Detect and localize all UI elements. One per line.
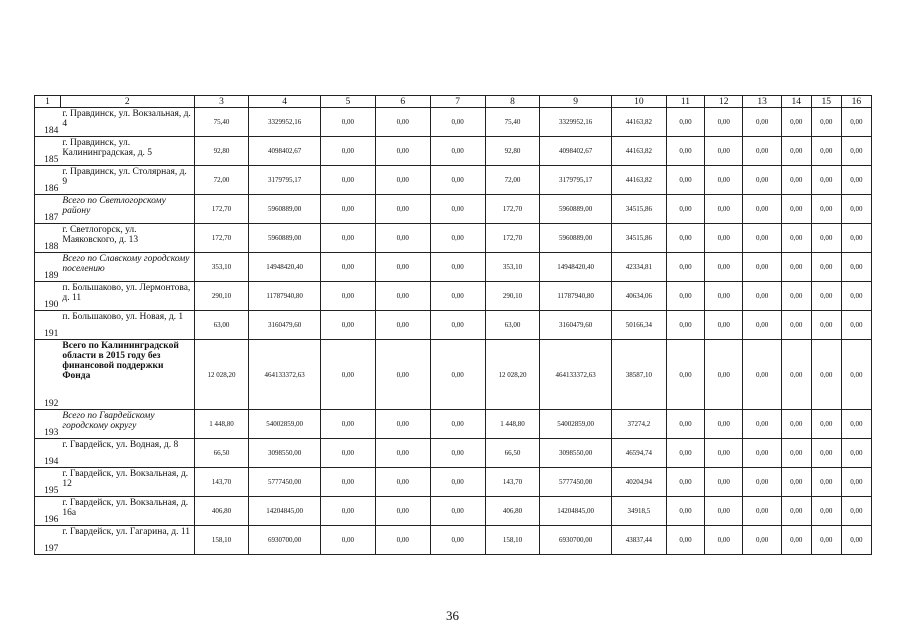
table-cell: 0,00 [841, 468, 871, 497]
table-cell: 0,00 [375, 410, 430, 439]
table-cell: 37274,2 [611, 410, 666, 439]
header-cell: 15 [811, 96, 841, 108]
table-cell: 172,70 [485, 224, 540, 253]
table-cell: 1 448,80 [194, 410, 249, 439]
table-header-row [35, 96, 872, 108]
table-cell: 0,00 [705, 526, 743, 555]
table-cell: 0,00 [705, 166, 743, 195]
table-cell: 75,40 [485, 108, 540, 137]
header-cell: 5 [320, 96, 375, 108]
table-cell: 0,00 [666, 439, 704, 468]
row-number: 191 [35, 311, 61, 340]
row-name: Всего по Светлогорскому району [60, 195, 194, 224]
table-cell: 0,00 [375, 137, 430, 166]
table-cell: 63,00 [485, 311, 540, 340]
table-cell: 0,00 [781, 195, 811, 224]
table-cell: 0,00 [705, 468, 743, 497]
table-cell: 0,00 [320, 166, 375, 195]
table-cell: 0,00 [705, 311, 743, 340]
table-cell: 3098550,00 [540, 439, 611, 468]
row-name: Всего по Калининградской области в 2015 году без финансовой поддержки Фонда [60, 340, 194, 410]
table-cell: 5960889,00 [249, 224, 320, 253]
table-cell: 0,00 [811, 439, 841, 468]
table-cell: 0,00 [743, 340, 781, 410]
table-cell: 0,00 [811, 253, 841, 282]
table-row [35, 253, 872, 282]
table-cell: 0,00 [320, 253, 375, 282]
table-row [35, 340, 872, 410]
table-cell: 0,00 [666, 195, 704, 224]
table-cell: 0,00 [666, 137, 704, 166]
table-cell: 0,00 [320, 468, 375, 497]
table-cell: 143,70 [194, 468, 249, 497]
table-cell: 0,00 [430, 195, 485, 224]
table-cell: 0,00 [811, 340, 841, 410]
table-cell: 0,00 [781, 137, 811, 166]
row-name: г. Гвардейск, ул. Гагарина, д. 11 [60, 526, 194, 555]
table-cell: 172,70 [485, 195, 540, 224]
table-cell: 12 028,20 [485, 340, 540, 410]
table-cell: 0,00 [811, 137, 841, 166]
table-cell: 11787940,80 [249, 282, 320, 311]
table-cell: 54002859,00 [249, 410, 320, 439]
table-cell: 0,00 [666, 497, 704, 526]
table-cell: 0,00 [781, 340, 811, 410]
table-cell: 406,80 [194, 497, 249, 526]
table-cell: 0,00 [705, 410, 743, 439]
table-cell: 54002859,00 [540, 410, 611, 439]
table-cell: 0,00 [781, 410, 811, 439]
table-cell: 0,00 [430, 340, 485, 410]
table-cell: 0,00 [430, 468, 485, 497]
row-number: 188 [35, 224, 61, 253]
table-cell: 0,00 [781, 526, 811, 555]
table-cell: 38587,10 [611, 340, 666, 410]
table-cell: 0,00 [841, 311, 871, 340]
row-name: г. Правдинск, ул. Столярная, д. 9 [60, 166, 194, 195]
table-cell: 0,00 [781, 108, 811, 137]
table-cell: 0,00 [666, 166, 704, 195]
table-cell: 40204,94 [611, 468, 666, 497]
table-cell: 0,00 [705, 282, 743, 311]
table-cell: 0,00 [375, 526, 430, 555]
header-cell: 16 [841, 96, 871, 108]
table-cell: 0,00 [430, 166, 485, 195]
table-cell: 0,00 [320, 282, 375, 311]
row-name: г. Гвардейск, ул. Водная, д. 8 [60, 439, 194, 468]
row-number: 185 [35, 137, 61, 166]
table-cell: 0,00 [430, 224, 485, 253]
header-cell: 3 [194, 96, 249, 108]
table-cell: 0,00 [666, 526, 704, 555]
table-cell: 0,00 [375, 439, 430, 468]
table-cell: 50166,34 [611, 311, 666, 340]
table-cell: 0,00 [666, 311, 704, 340]
table-cell: 72,00 [194, 166, 249, 195]
table-cell: 0,00 [430, 526, 485, 555]
table-cell: 6930700,00 [249, 526, 320, 555]
table-cell: 0,00 [811, 410, 841, 439]
table-cell: 0,00 [375, 311, 430, 340]
table-cell: 0,00 [705, 253, 743, 282]
table-cell: 42334,81 [611, 253, 666, 282]
table-row [35, 195, 872, 224]
table-cell: 143,70 [485, 468, 540, 497]
table-cell: 158,10 [194, 526, 249, 555]
table-row [35, 108, 872, 137]
row-name: г. Гвардейск, ул. Вокзальная, д. 16а [60, 497, 194, 526]
row-name: г. Правдинск, ул. Калининградская, д. 5 [60, 137, 194, 166]
row-number: 189 [35, 253, 61, 282]
table-cell: 0,00 [841, 224, 871, 253]
table-cell: 0,00 [666, 340, 704, 410]
table-cell: 0,00 [375, 224, 430, 253]
table-cell: 0,00 [705, 108, 743, 137]
table-cell: 0,00 [375, 340, 430, 410]
table-cell: 0,00 [811, 108, 841, 137]
table-cell: 44163,82 [611, 108, 666, 137]
table-cell: 0,00 [743, 439, 781, 468]
table-cell: 0,00 [743, 224, 781, 253]
table-cell: 34918,5 [611, 497, 666, 526]
header-cell: 1 [35, 96, 61, 108]
data-table [34, 95, 872, 555]
table-row [35, 224, 872, 253]
table-cell: 0,00 [705, 497, 743, 526]
table-cell: 0,00 [743, 195, 781, 224]
page-number: 36 [446, 608, 459, 623]
table-cell: 4098402,67 [249, 137, 320, 166]
table-cell: 0,00 [841, 497, 871, 526]
table-cell: 66,50 [194, 439, 249, 468]
table-cell: 0,00 [375, 497, 430, 526]
table-cell: 63,00 [194, 311, 249, 340]
table-cell: 0,00 [811, 166, 841, 195]
header-cell: 14 [781, 96, 811, 108]
table-cell: 12 028,20 [194, 340, 249, 410]
table-cell: 0,00 [375, 282, 430, 311]
table-cell: 0,00 [743, 253, 781, 282]
table-cell: 353,10 [194, 253, 249, 282]
table-cell: 0,00 [743, 166, 781, 195]
row-name: Всего по Славскому городскому поселению [60, 253, 194, 282]
table-cell: 0,00 [666, 282, 704, 311]
table-cell: 0,00 [320, 108, 375, 137]
table-row [35, 137, 872, 166]
row-name: г. Правдинск, ул. Вокзальная, д. 4 [60, 108, 194, 137]
table-cell: 34515,86 [611, 195, 666, 224]
row-name: г. Гвардейск, ул. Вокзальная, д. 12 [60, 468, 194, 497]
row-name: Всего по Гвардейскому городскому округу [60, 410, 194, 439]
table-cell: 0,00 [841, 340, 871, 410]
header-cell: 9 [540, 96, 611, 108]
table-cell: 0,00 [743, 526, 781, 555]
table-cell: 3329952,16 [249, 108, 320, 137]
table-cell: 5960889,00 [540, 224, 611, 253]
table-cell: 0,00 [781, 468, 811, 497]
table-cell: 5960889,00 [249, 195, 320, 224]
table-cell: 0,00 [430, 410, 485, 439]
row-number: 187 [35, 195, 61, 224]
table-cell: 0,00 [375, 166, 430, 195]
table-cell: 14204845,00 [540, 497, 611, 526]
table-cell: 0,00 [841, 195, 871, 224]
table-row [35, 497, 872, 526]
table-cell: 11787940,80 [540, 282, 611, 311]
table-cell: 406,80 [485, 497, 540, 526]
table-cell: 0,00 [781, 497, 811, 526]
table-cell: 0,00 [781, 311, 811, 340]
table-cell: 43837,44 [611, 526, 666, 555]
table-cell: 0,00 [743, 410, 781, 439]
header-cell: 6 [375, 96, 430, 108]
table-cell: 0,00 [811, 224, 841, 253]
table-cell: 75,40 [194, 108, 249, 137]
table-cell: 1 448,80 [485, 410, 540, 439]
table-cell: 3160479,60 [249, 311, 320, 340]
header-cell: 2 [60, 96, 194, 108]
table-cell: 0,00 [320, 195, 375, 224]
header-cell: 10 [611, 96, 666, 108]
table-cell: 92,80 [194, 137, 249, 166]
table-cell: 5960889,00 [540, 195, 611, 224]
row-number: 186 [35, 166, 61, 195]
header-cell: 8 [485, 96, 540, 108]
table-cell: 34515,86 [611, 224, 666, 253]
table-cell: 3329952,16 [540, 108, 611, 137]
table-cell: 0,00 [811, 195, 841, 224]
table-cell: 0,00 [811, 282, 841, 311]
table-cell: 0,00 [705, 137, 743, 166]
table-row [35, 526, 872, 555]
table-cell: 0,00 [811, 526, 841, 555]
table-cell: 0,00 [841, 526, 871, 555]
table-row [35, 410, 872, 439]
table-cell: 0,00 [320, 340, 375, 410]
row-number: 192 [35, 340, 61, 410]
table-cell: 0,00 [841, 166, 871, 195]
row-number: 195 [35, 468, 61, 497]
table-cell: 158,10 [485, 526, 540, 555]
table-cell: 0,00 [743, 497, 781, 526]
table-cell: 0,00 [705, 224, 743, 253]
table-row [35, 468, 872, 497]
row-name: п. Большаково, ул. Новая, д. 1 [60, 311, 194, 340]
table-cell: 0,00 [781, 253, 811, 282]
table-cell: 0,00 [430, 311, 485, 340]
row-number: 190 [35, 282, 61, 311]
table-cell: 5777450,00 [249, 468, 320, 497]
table-cell: 290,10 [485, 282, 540, 311]
table-cell: 0,00 [841, 282, 871, 311]
table-cell: 464133372,63 [249, 340, 320, 410]
table-row [35, 282, 872, 311]
row-number: 194 [35, 439, 61, 468]
header-cell: 11 [666, 96, 704, 108]
table-cell: 72,00 [485, 166, 540, 195]
table-cell: 0,00 [841, 410, 871, 439]
table-cell: 0,00 [375, 195, 430, 224]
table-cell: 0,00 [430, 497, 485, 526]
table-cell: 0,00 [375, 253, 430, 282]
table-cell: 0,00 [320, 497, 375, 526]
table-row [35, 311, 872, 340]
table-cell: 0,00 [841, 439, 871, 468]
table-cell: 3179795,17 [540, 166, 611, 195]
table-cell: 0,00 [430, 108, 485, 137]
table-cell: 0,00 [375, 108, 430, 137]
table-cell: 0,00 [375, 468, 430, 497]
table-cell: 0,00 [705, 340, 743, 410]
table-cell: 3179795,17 [249, 166, 320, 195]
table-cell: 5777450,00 [540, 468, 611, 497]
table-cell: 0,00 [811, 468, 841, 497]
table-cell: 0,00 [666, 468, 704, 497]
table-cell: 0,00 [781, 166, 811, 195]
table-cell: 0,00 [320, 311, 375, 340]
table-cell: 0,00 [320, 439, 375, 468]
table-row [35, 166, 872, 195]
table-cell: 0,00 [666, 253, 704, 282]
table-cell: 0,00 [811, 497, 841, 526]
table-cell: 0,00 [666, 410, 704, 439]
table-cell: 0,00 [430, 439, 485, 468]
table-cell: 0,00 [705, 439, 743, 468]
header-cell: 7 [430, 96, 485, 108]
table-cell: 0,00 [811, 311, 841, 340]
table-cell: 290,10 [194, 282, 249, 311]
table-cell: 172,70 [194, 195, 249, 224]
table-cell: 3160479,60 [540, 311, 611, 340]
table-cell: 40634,06 [611, 282, 666, 311]
table-cell: 0,00 [841, 253, 871, 282]
table-cell: 0,00 [841, 108, 871, 137]
table-cell: 14948420,40 [249, 253, 320, 282]
table-cell: 0,00 [743, 282, 781, 311]
header-cell: 12 [705, 96, 743, 108]
table-cell: 0,00 [320, 137, 375, 166]
table-cell: 0,00 [666, 224, 704, 253]
table-cell: 0,00 [743, 108, 781, 137]
table-cell: 92,80 [485, 137, 540, 166]
table-cell: 353,10 [485, 253, 540, 282]
table-cell: 0,00 [320, 224, 375, 253]
table-cell: 0,00 [743, 468, 781, 497]
table-cell: 0,00 [781, 224, 811, 253]
table-cell: 6930700,00 [540, 526, 611, 555]
row-name: п. Большаково, ул. Лермонтова, д. 11 [60, 282, 194, 311]
table-cell: 66,50 [485, 439, 540, 468]
table-cell: 0,00 [705, 195, 743, 224]
table-cell: 0,00 [320, 410, 375, 439]
table-cell: 44163,82 [611, 166, 666, 195]
table-cell: 0,00 [781, 439, 811, 468]
table-cell: 0,00 [430, 282, 485, 311]
row-number: 196 [35, 497, 61, 526]
table-cell: 46594,74 [611, 439, 666, 468]
table-cell: 0,00 [781, 282, 811, 311]
table-cell: 172,70 [194, 224, 249, 253]
table-cell: 0,00 [666, 108, 704, 137]
table-cell: 0,00 [743, 137, 781, 166]
table-cell: 4098402,67 [540, 137, 611, 166]
table-cell: 0,00 [430, 137, 485, 166]
table-cell: 0,00 [430, 253, 485, 282]
table-cell: 14948420,40 [540, 253, 611, 282]
row-number: 184 [35, 108, 61, 137]
table-cell: 0,00 [841, 137, 871, 166]
header-cell: 13 [743, 96, 781, 108]
table-cell: 0,00 [743, 311, 781, 340]
table-cell: 14204845,00 [249, 497, 320, 526]
table-row [35, 439, 872, 468]
table-cell: 3098550,00 [249, 439, 320, 468]
header-cell: 4 [249, 96, 320, 108]
table-cell: 0,00 [320, 526, 375, 555]
row-number: 193 [35, 410, 61, 439]
row-number: 197 [35, 526, 61, 555]
table-body [35, 96, 872, 555]
row-name: г. Светлогорск, ул. Маяковского, д. 13 [60, 224, 194, 253]
table-cell: 44163,82 [611, 137, 666, 166]
table-cell: 464133372,63 [540, 340, 611, 410]
